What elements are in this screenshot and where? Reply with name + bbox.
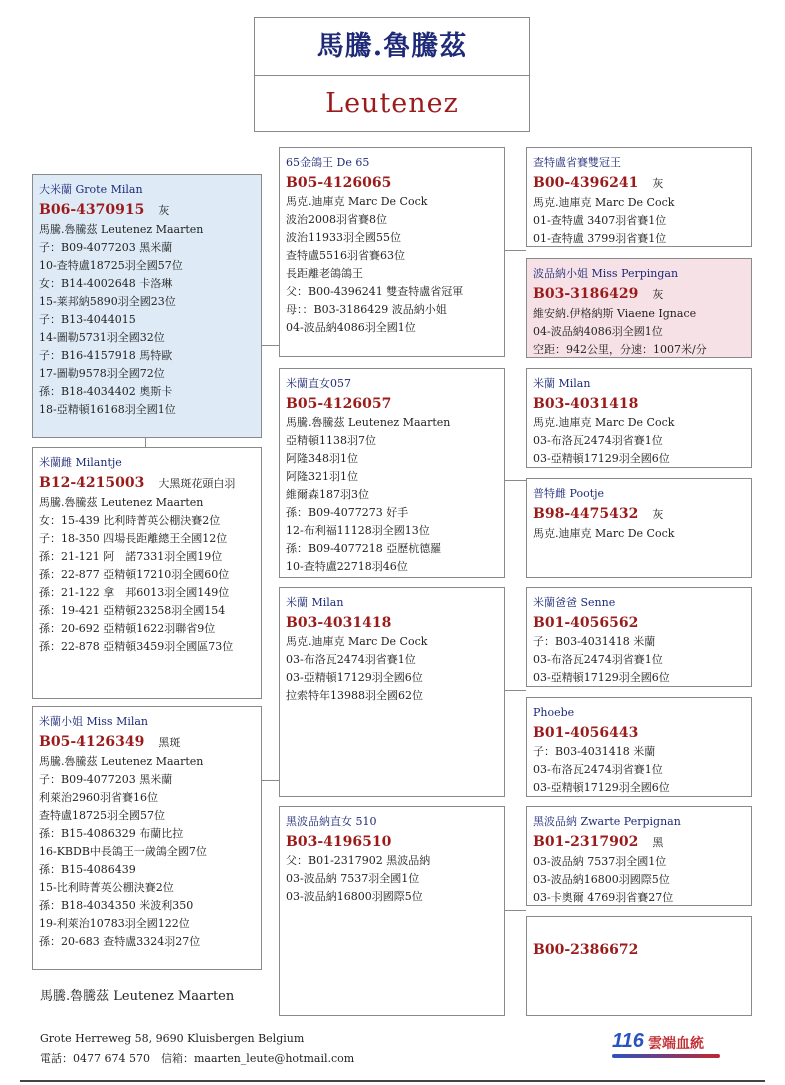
info-line: 18-亞精頓16168羽全國1位 — [39, 403, 176, 416]
info-line: 孫：B18-4034350 米波利350 — [39, 899, 194, 912]
info-line: 阿隆321羽1位 — [286, 470, 358, 483]
info-line: 馬克.迪庫克 Marc De Cock — [533, 527, 675, 540]
pigeon-color: 灰 — [652, 288, 664, 301]
info-line: 孫：20-683 查特盧3324羽27位 — [39, 935, 201, 948]
title-box — [254, 17, 530, 132]
ring-number: B03-4196510 — [286, 834, 392, 850]
info-line: 長距離老鴿鴿王 — [286, 267, 363, 280]
info-line: 子：B13-4044015 — [39, 313, 136, 326]
info-line: 利萊治2960羽省賽16位 — [39, 791, 158, 804]
ring-number: B03-4031418 — [286, 615, 392, 631]
pigeon-name: 大米蘭 Grote Milan — [39, 183, 143, 196]
title-chinese: 馬騰.魯騰茲 — [255, 18, 529, 76]
info-line: 孫：B15-4086329 布蘭比拉 — [39, 827, 184, 840]
info-line: 馬克.迪庫克 Marc De Cock — [286, 635, 428, 648]
pigeon-name: 米蘭 Milan — [533, 377, 591, 390]
pigeon-name: 普特雌 Pootje — [533, 487, 605, 500]
connector-line — [504, 480, 526, 481]
pigeon-color: 灰 — [158, 204, 170, 217]
pigeon-color: 黑 — [652, 836, 664, 849]
info-line: 子：B03-4031418 米蘭 — [533, 745, 656, 758]
info-line: 03-波品納16800羽國際5位 — [286, 890, 423, 903]
connector-line — [504, 690, 526, 691]
bottom-divider — [20, 1080, 765, 1082]
milan-daughter-057-card — [279, 368, 505, 578]
info-line: 01-查特盧 3407羽省賽1位 — [533, 214, 667, 227]
ring-number: B01-4056562 — [533, 615, 639, 631]
info-line: 15-莱邦納5890羽全國23位 — [39, 295, 176, 308]
info-line: 孫：22-878 亞精頓3459羽全國區73位 — [39, 640, 234, 653]
footer-address: Grote Herreweg 58, 9690 Kluisbergen Belgium — [40, 1032, 305, 1045]
info-line: 查特盧5516羽省賽63位 — [286, 249, 405, 262]
info-line: 10-查特盧18725羽全國57位 — [39, 259, 183, 272]
info-line: 子：B09-4077203 黑米蘭 — [39, 773, 173, 786]
info-line: 父：B00-4396241 雙查特盧省冠軍 — [286, 285, 464, 298]
milan-right-card — [526, 368, 752, 468]
ring-number: B98-4475432 — [533, 506, 639, 522]
info-line: 亞精頓1138羽7位 — [286, 434, 376, 447]
ring-number: B12-4215003 — [39, 475, 145, 491]
pigeon-name: 米蘭直女057 — [286, 377, 351, 390]
info-line: 馬騰.魯騰茲 Leutenez Maarten — [286, 416, 451, 429]
info-line: 女：B14-4002648 卡洛琳 — [39, 277, 173, 290]
info-line: 孫：20-692 亞精頓1622羽聯省9位 — [39, 622, 216, 635]
ring-number: B03-4031418 — [533, 396, 639, 412]
info-line: 子：B16-4157918 馬特歐 — [39, 349, 173, 362]
logo-number: 116 — [612, 1030, 644, 1052]
info-line: 馬騰.魯騰茲 Leutenez Maarten — [39, 496, 204, 509]
info-line: 維爾森187羽3位 — [286, 488, 369, 501]
info-line: 馬騰.魯騰茲 Leutenez Maarten — [39, 755, 204, 768]
pigeon-name: 黑波品納直女 510 — [286, 815, 377, 828]
pigeon-name: Phoebe — [533, 706, 575, 719]
ring-number: B05-4126349 — [39, 734, 145, 750]
connector-line — [504, 250, 526, 251]
info-line: 03-波品納 7537羽全國1位 — [286, 872, 420, 885]
ring-number: B00-2386672 — [533, 942, 639, 958]
info-line: 孫：B09-4077273 好手 — [286, 506, 409, 519]
ring-number: B00-4396241 — [533, 175, 639, 191]
info-line: 馬克.迪庫克 Marc De Cock — [533, 416, 675, 429]
ring-number: B01-4056443 — [533, 725, 639, 741]
info-line: 查特盧18725羽全國57位 — [39, 809, 165, 822]
info-line: 04-波品納4086羽全國1位 — [286, 321, 416, 334]
info-line: 孫：22-877 亞精頓17210羽全國60位 — [39, 568, 230, 581]
double-champion-card — [526, 147, 752, 247]
info-line: 03-波品納 7537羽全國1位 — [533, 855, 667, 868]
sire-de65-card — [279, 147, 505, 357]
info-line: 母：：B03-3186429 波品納小姐 — [286, 303, 447, 316]
pootje-card — [526, 478, 752, 578]
info-line: 孫：B15-4086439 — [39, 863, 136, 876]
pigeon-name: 65金鴿王 De 65 — [286, 156, 370, 169]
info-line: 03-波品納16800羽國際5位 — [533, 873, 670, 886]
ring-number: B05-4126057 — [286, 396, 392, 412]
pigeon-name: 查特盧省賽雙冠王 — [533, 156, 621, 169]
ring-number: B05-4126065 — [286, 175, 392, 191]
info-line: 15-比利時菁英公棚決賽2位 — [39, 881, 174, 894]
info-line: 03-布洛瓦2474羽省賽1位 — [533, 434, 663, 447]
info-line: 馬克.迪庫克 Marc De Cock — [286, 195, 428, 208]
brand-logo — [612, 1030, 722, 1060]
ring-number: B06-4370915 — [39, 202, 145, 218]
pigeon-name: 米蘭小姐 Miss Milan — [39, 715, 149, 728]
info-line: 03-亞精頓17129羽全國6位 — [533, 452, 670, 465]
connector-line — [262, 780, 279, 781]
owner-signature: 馬騰.魯騰茲 Leutenez Maarten — [40, 989, 235, 1004]
info-line: 03-亞精頓17129羽全國6位 — [533, 781, 670, 794]
info-line: 16-KBDB中長鴿王一歲鴿全國7位 — [39, 845, 207, 858]
footer-contact: 電話：0477 674 570 信箱：maarten_leute@hotmail.com — [40, 1052, 355, 1065]
info-line: 12-布利福11128羽全國13位 — [286, 524, 430, 537]
info-line: 孫：B09-4077218 亞歷杭德羅 — [286, 542, 442, 555]
info-line: 父：B01-2317902 黑波品納 — [286, 854, 431, 867]
info-line: 阿隆348羽1位 — [286, 452, 358, 465]
info-line: 空距：942公里，分速：1007米/分 — [533, 343, 707, 356]
black-perpignan-daughter-card — [279, 806, 505, 1016]
info-line: 波治2008羽省賽8位 — [286, 213, 387, 226]
info-line: 03-布洛瓦2474羽省賽1位 — [533, 763, 663, 776]
info-line: 孫：21-121 阿 諾7331羽全國19位 — [39, 550, 223, 563]
dam-pigeon-card — [32, 447, 262, 699]
b00-2386672-card — [526, 916, 752, 1016]
info-line: 03-亞精頓17129羽全國6位 — [533, 671, 670, 684]
info-line: 17-圖勒9578羽全國72位 — [39, 367, 165, 380]
info-line: 03-亞精頓17129羽全國6位 — [286, 671, 423, 684]
info-line: 馬克.迪庫克 Marc De Cock — [533, 196, 675, 209]
info-line: 14-圖勒5731羽全國32位 — [39, 331, 165, 344]
senne-card — [526, 587, 752, 687]
info-line: 子：B03-4031418 米蘭 — [533, 635, 656, 648]
ring-number: B01-2317902 — [533, 834, 639, 850]
milan-mid-card — [279, 587, 505, 797]
info-line: 維安納.伊格納斯 Viaene Ignace — [533, 307, 697, 320]
pigeon-name: 米蘭爸爸 Senne — [533, 596, 616, 609]
connector-line — [262, 345, 279, 346]
info-line: 孫：B18-4034402 奧斯卡 — [39, 385, 173, 398]
zwarte-perpignan-card — [526, 806, 752, 906]
title-english: Leutenez — [325, 88, 459, 119]
info-line: 女：15-439 比利時菁英公棚決賽2位 — [39, 514, 221, 527]
connector-line — [145, 437, 146, 447]
pigeon-color: 灰 — [652, 508, 664, 521]
logo-swoosh — [612, 1054, 720, 1058]
info-line: 03-布洛瓦2474羽省賽1位 — [533, 653, 663, 666]
info-line: 子：B09-4077203 黑米蘭 — [39, 241, 173, 254]
pigeon-name: 黑波品納 Zwarte Perpignan — [533, 815, 681, 828]
info-line: 19-利萊治10783羽全國122位 — [39, 917, 190, 930]
connector-line — [504, 910, 526, 911]
info-line: 子：18-350 四場長距離總王全國12位 — [39, 532, 228, 545]
info-line: 孫：21-122 拿 邦6013羽全國149位 — [39, 586, 230, 599]
info-line: 03-卡奧爾 4769羽省賽27位 — [533, 891, 674, 904]
pigeon-name: 米蘭雌 Milantje — [39, 456, 122, 469]
phoebe-card — [526, 697, 752, 797]
pigeon-color: 灰 — [652, 177, 664, 190]
info-line: 01-查特盧 3799羽省賽1位 — [533, 232, 667, 245]
logo-text: 雲端血統 — [648, 1036, 704, 1052]
info-line: 03-布洛瓦2474羽省賽1位 — [286, 653, 416, 666]
pigeon-color: 黑斑 — [158, 736, 181, 749]
info-line: 孫：19-421 亞精頓23258羽全國154 — [39, 604, 226, 617]
miss-milan-card — [32, 706, 262, 970]
info-line: 馬騰.魯騰茲 Leutenez Maarten — [39, 223, 204, 236]
pigeon-color: 大黑斑花頭白羽 — [158, 477, 236, 490]
info-line: 04-波品納4086羽全國1位 — [533, 325, 663, 338]
info-line: 波治11933羽全國55位 — [286, 231, 401, 244]
pigeon-name: 米蘭 Milan — [286, 596, 344, 609]
info-line: 拉索特年13988羽全國62位 — [286, 689, 423, 702]
ring-number: B03-3186429 — [533, 286, 639, 302]
pigeon-name: 波品納小姐 Miss Perpingan — [533, 267, 679, 280]
miss-perpignan-card — [526, 258, 752, 358]
subject-pigeon-card — [32, 174, 262, 438]
info-line: 10-查特盧22718羽46位 — [286, 560, 408, 573]
